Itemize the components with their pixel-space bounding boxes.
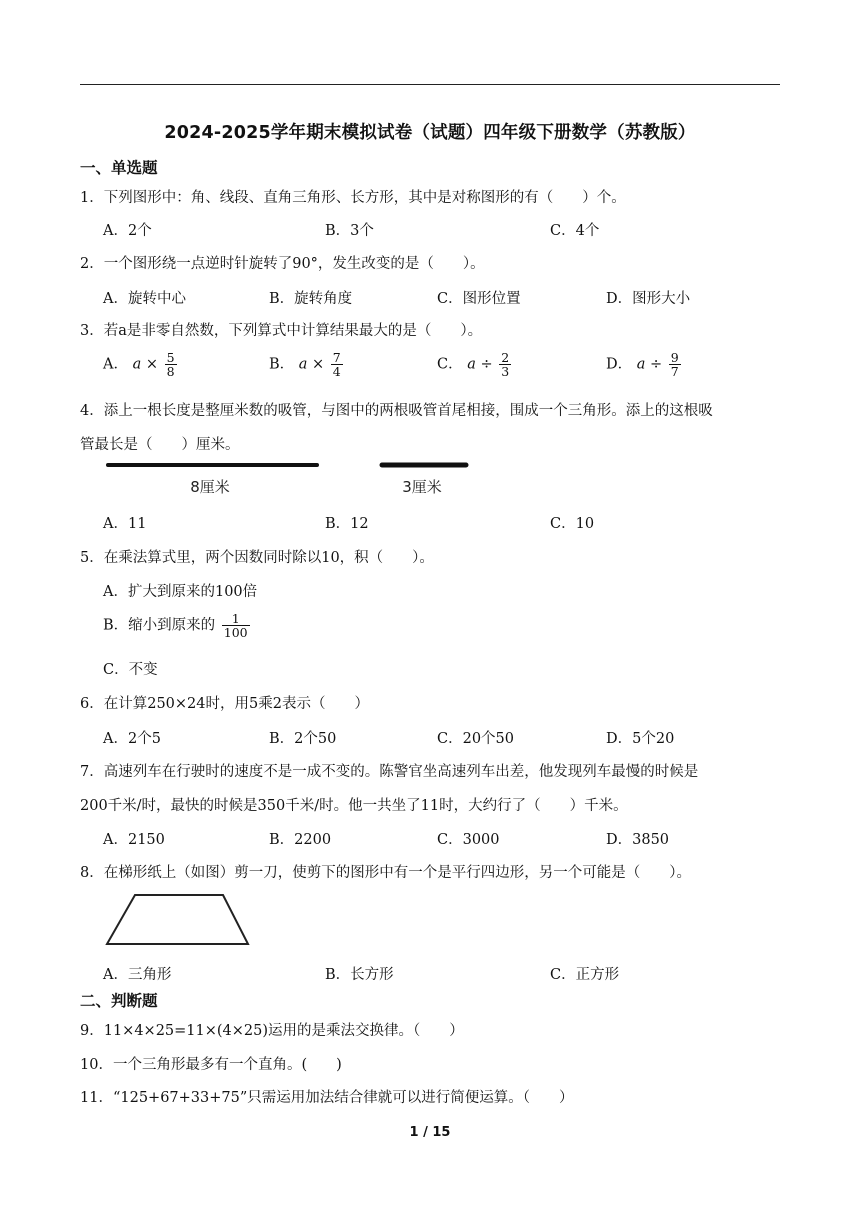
denominator: 4 xyxy=(332,364,341,379)
numerator: 2 xyxy=(501,350,510,365)
question-4-figure xyxy=(100,455,480,505)
question-5-text: 5．在乘法算式里，两个因数同时除以10，积（ ）。 xyxy=(80,550,434,566)
variable-a: a xyxy=(298,356,308,373)
variable-a: a xyxy=(132,356,142,373)
fraction xyxy=(669,351,681,378)
question-5-option-c[interactable]: C．不变 xyxy=(103,662,158,678)
fraction xyxy=(499,351,511,378)
question-2-options xyxy=(103,287,783,311)
question-8-option-c[interactable]: C．正方形 xyxy=(550,967,620,983)
question-7-option-b[interactable]: B．2200 xyxy=(269,832,332,848)
question-8-text: 8．在梯形纸上（如图）剪一刀，使剪下的图形中有一个是平行四边形，另一个可能是（ ）。 xyxy=(80,865,691,881)
question-2-option-a[interactable]: A．旋转中心 xyxy=(103,291,186,307)
fraction xyxy=(222,612,250,639)
variable-a: a xyxy=(467,356,476,373)
option-label: C． xyxy=(437,356,463,373)
question-3-option-b[interactable] xyxy=(269,351,345,378)
trapezoid-figure xyxy=(100,890,260,950)
question-6-option-a[interactable]: A．2个5 xyxy=(103,731,161,747)
question-4-options xyxy=(103,512,783,536)
question-11-text: 11．“125+67+33+75”只需运用加法结合律就可以进行简便运算。（ ） xyxy=(80,1090,574,1106)
question-7-text-line2: 200千米/时，最快的时候是350千米/时。他一共坐了11时，大约行了（ ）千米。 xyxy=(80,798,628,814)
question-3-text: 3．若a是非零自然数，下列算式中计算结果最大的是（ ）。 xyxy=(80,323,483,339)
question-6-option-d[interactable]: D．5个20 xyxy=(606,731,675,747)
numerator: 5 xyxy=(166,350,175,365)
question-3-option-c[interactable] xyxy=(437,351,513,378)
trapezoid xyxy=(107,895,248,944)
question-1-option-b[interactable]: B．3个 xyxy=(325,223,374,239)
question-1-text: 1．下列图形中：角、线段、直角三角形、长方形，其中是对称图形的有（ ）个。 xyxy=(80,190,626,206)
page-number: 1 / 15 xyxy=(409,1125,451,1140)
question-7-option-a[interactable]: A．2150 xyxy=(103,832,165,848)
question-2-option-d[interactable]: D．图形大小 xyxy=(606,291,691,307)
question-6-options xyxy=(103,727,783,751)
operator: ÷ xyxy=(480,356,493,373)
section-true-false: 二、判断题 xyxy=(80,992,158,1010)
operator: ÷ xyxy=(650,356,663,373)
question-1-option-c[interactable]: C．4个 xyxy=(550,223,600,239)
denominator: 7 xyxy=(670,364,679,379)
straw-3cm-label: 3厘米 xyxy=(402,478,442,496)
option-label: B．缩小到原来的 xyxy=(103,617,216,634)
page-title: 2024-2025学年期末模拟试卷（试题）四年级下册数学（苏教版） xyxy=(164,123,696,143)
question-4-option-a[interactable]: A．11 xyxy=(103,516,147,532)
numerator: 7 xyxy=(332,350,341,365)
question-7-options xyxy=(103,828,783,852)
question-7-text-line1: 7．高速列车在行驶时的速度不是一成不变的。陈警官坐高速列车出差，他发现列车最慢的时候是 xyxy=(80,764,699,780)
question-8-option-b[interactable]: B．长方形 xyxy=(325,967,394,983)
question-4-text-line2: 管最长是（ ）厘米。 xyxy=(80,437,240,453)
question-7-option-c[interactable]: C．3000 xyxy=(437,832,500,848)
question-4-option-b[interactable]: B．12 xyxy=(325,516,369,532)
variable-a: a xyxy=(636,356,646,373)
question-6-text: 6．在计算250×24时，用5乘2表示（ ） xyxy=(80,696,369,712)
question-2-option-b[interactable]: B．旋转角度 xyxy=(269,291,353,307)
question-6-option-b[interactable]: B．2个50 xyxy=(269,731,337,747)
question-4-text-line1: 4．添上一根长度是整厘米数的吸管，与图中的两根吸管首尾相接，围成一个三角形。添上的这根吸 xyxy=(80,403,713,419)
question-3-option-a[interactable] xyxy=(103,351,179,378)
question-4-option-c[interactable]: C．10 xyxy=(550,516,595,532)
question-1-options xyxy=(103,219,783,243)
numerator: 9 xyxy=(670,350,679,365)
denominator: 100 xyxy=(223,625,248,640)
question-6-option-c[interactable]: C．20个50 xyxy=(437,731,514,747)
question-5-option-a[interactable]: A．扩大到原来的100倍 xyxy=(103,584,258,600)
question-10-text: 10．一个三角形最多有一个直角。( ) xyxy=(80,1057,342,1073)
fraction xyxy=(331,351,343,378)
question-1-option-a[interactable]: A．2个 xyxy=(103,223,152,239)
question-2-text: 2．一个图形绕一点逆时针旋转了90°，发生改变的是（ ）。 xyxy=(80,256,485,272)
question-5-option-b[interactable] xyxy=(103,612,252,639)
question-7-option-d[interactable]: D．3850 xyxy=(606,832,670,848)
denominator: 8 xyxy=(166,364,175,379)
section-single-choice: 一、单选题 xyxy=(80,159,158,177)
denominator: 3 xyxy=(501,364,510,379)
option-label: B． xyxy=(269,356,295,373)
operator: × xyxy=(312,356,325,373)
question-3-options xyxy=(103,351,783,385)
question-8-option-a[interactable]: A．三角形 xyxy=(103,967,172,983)
question-3-option-d[interactable] xyxy=(606,351,683,378)
numerator: 1 xyxy=(231,611,240,626)
question-8-options xyxy=(103,963,783,987)
question-2-option-c[interactable]: C．图形位置 xyxy=(437,291,521,307)
header-rule xyxy=(80,84,780,85)
operator: × xyxy=(145,356,159,373)
straw-8cm-label: 8厘米 xyxy=(190,478,230,496)
fraction xyxy=(165,351,177,378)
question-9-text: 9．11×4×25=11×(4×25)运用的是乘法交换律。（ ） xyxy=(80,1023,464,1039)
option-label: D． xyxy=(606,356,633,373)
option-label: A． xyxy=(103,356,128,373)
